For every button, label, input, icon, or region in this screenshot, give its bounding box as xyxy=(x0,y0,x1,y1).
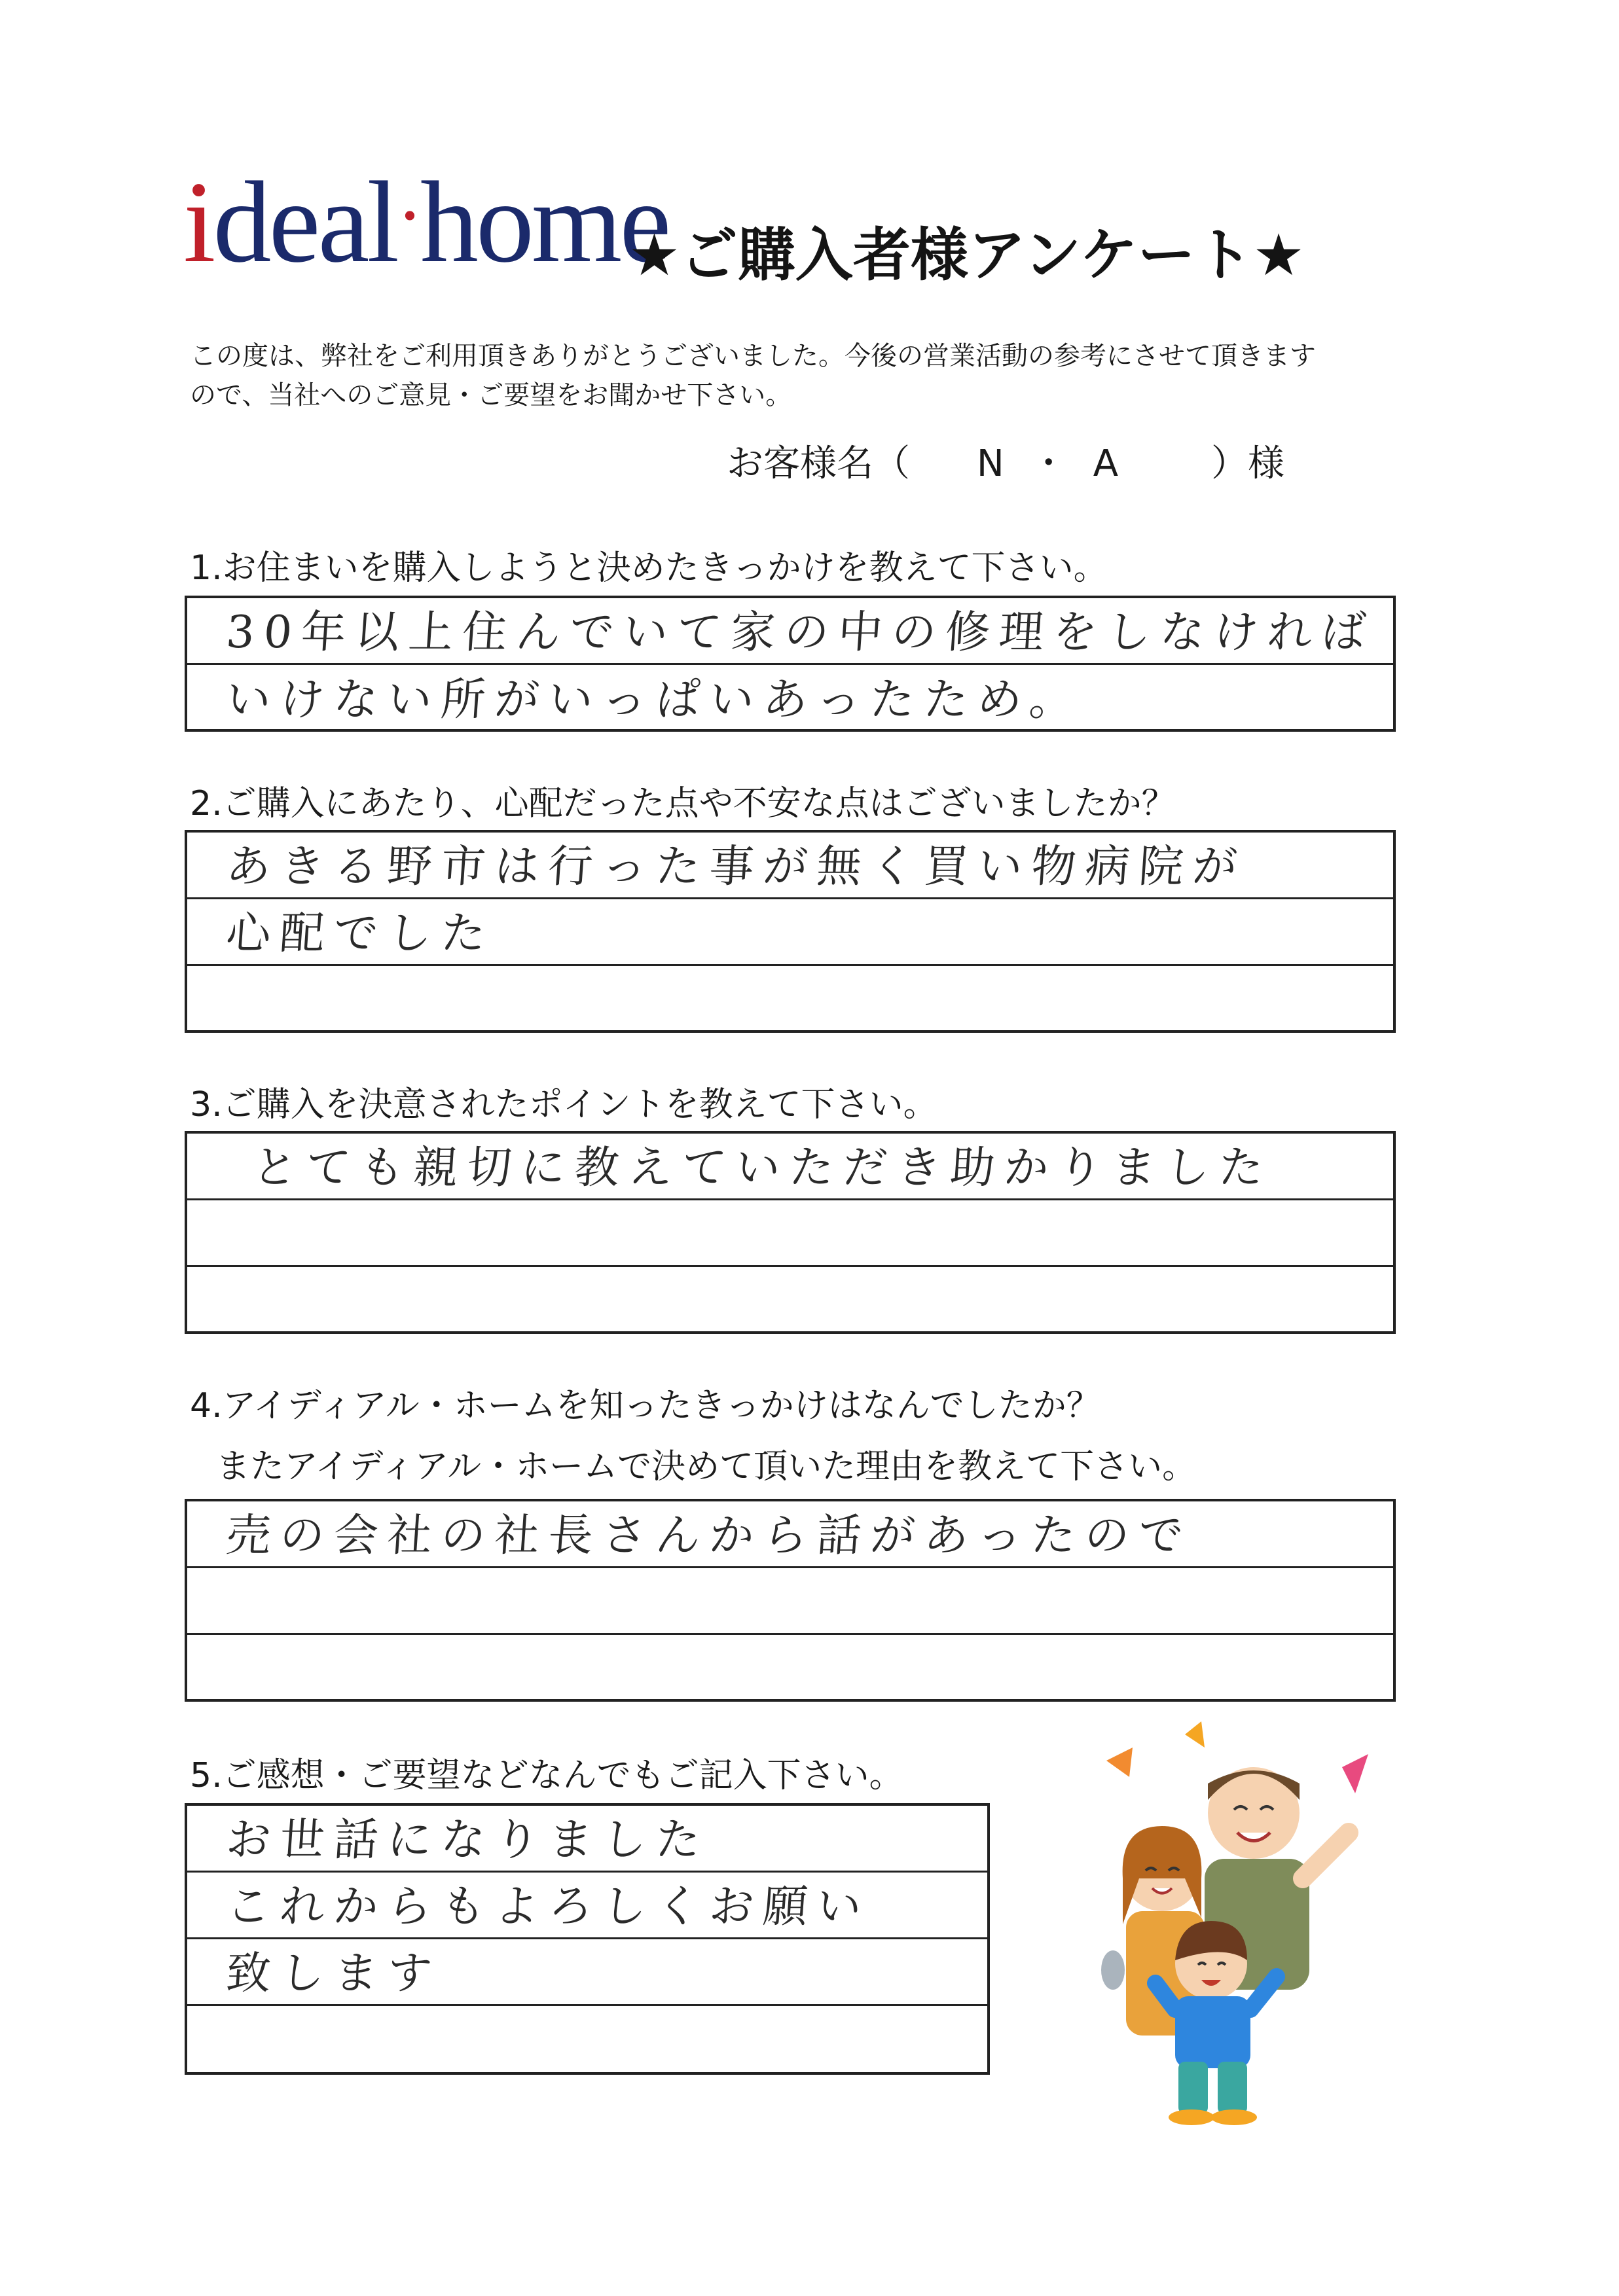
customer-label-prefix: お客様名（ xyxy=(727,442,910,485)
answer-box-1 xyxy=(185,596,1396,732)
survey-title: ★ご購入者様アンケート★ xyxy=(628,221,1305,289)
answer-line xyxy=(187,1134,1393,1200)
answer-line xyxy=(187,1939,987,2006)
answer-line xyxy=(187,833,1393,899)
handwritten-answer: 30年以上住んでいて家の中の修理をしなければ xyxy=(224,607,1377,658)
answer-box-3 xyxy=(185,1131,1396,1334)
answer-box-4 xyxy=(185,1499,1396,1702)
question-1-label: 1.お住まいを購入しようと決めたきっかけを教えて下さい。 xyxy=(190,548,1108,588)
answer-line xyxy=(187,899,1393,966)
handwritten-answer: 心配でした xyxy=(224,908,497,960)
answer-line xyxy=(187,665,1393,730)
handwritten-answer: とても親切に教えていただき助かりました xyxy=(250,1142,1275,1194)
answer-line xyxy=(187,1501,1393,1568)
answer-line xyxy=(187,1200,1393,1267)
intro-text: この度は、弊社をご利用頂きありがとうございました。今後の営業活動の参考にさせて頂きますので、当社へのご意見・ご要望をお聞かせ下さい。 xyxy=(190,341,1316,410)
customer-name-row xyxy=(727,435,1284,487)
handwritten-answer: 売の会社の社長さんから話があったので xyxy=(224,1510,1194,1562)
question-4-label: 4.アイディアル・ホームを知ったきっかけはなんでしたか？ xyxy=(190,1386,1101,1426)
answer-box-2 xyxy=(185,830,1396,1033)
answer-line xyxy=(187,1635,1393,1699)
question-4-sublabel: またアイディアル・ホームで決めて頂いた理由を教えて下さい。 xyxy=(216,1447,1197,1486)
family-illustration xyxy=(1093,1721,1394,2127)
company-logo: ideal·home xyxy=(183,157,669,287)
answer-line xyxy=(187,1806,987,1873)
customer-name-value: N・A xyxy=(976,442,1145,485)
question-3-label: 3.ご購入を決意されたポイントを教えて下さい。 xyxy=(190,1085,937,1124)
answer-line xyxy=(187,1267,1393,1331)
handwritten-answer: お世話になりました xyxy=(224,1814,712,1866)
customer-label-suffix: ）様 xyxy=(1211,442,1284,485)
answer-line xyxy=(187,1568,1393,1635)
answer-box-5 xyxy=(185,1803,990,2075)
handwritten-answer: これからもよろしくお願い xyxy=(224,1881,873,1933)
answer-line xyxy=(187,598,1393,665)
question-2-label: 2.ご購入にあたり、心配だった点や不安な点はございましたか？ xyxy=(190,784,1176,823)
handwritten-answer: 致します xyxy=(224,1948,443,2000)
answer-line xyxy=(187,1873,987,1939)
handwritten-answer: いけない所がいっぱいあったため。 xyxy=(224,674,1085,726)
handwritten-answer: あきる野市は行った事が無く買い物病院が xyxy=(224,841,1248,893)
question-5-label: 5.ご感想・ご要望などなんでもご記入下さい。 xyxy=(190,1756,903,1795)
answer-line xyxy=(187,2006,987,2072)
answer-line xyxy=(187,966,1393,1030)
